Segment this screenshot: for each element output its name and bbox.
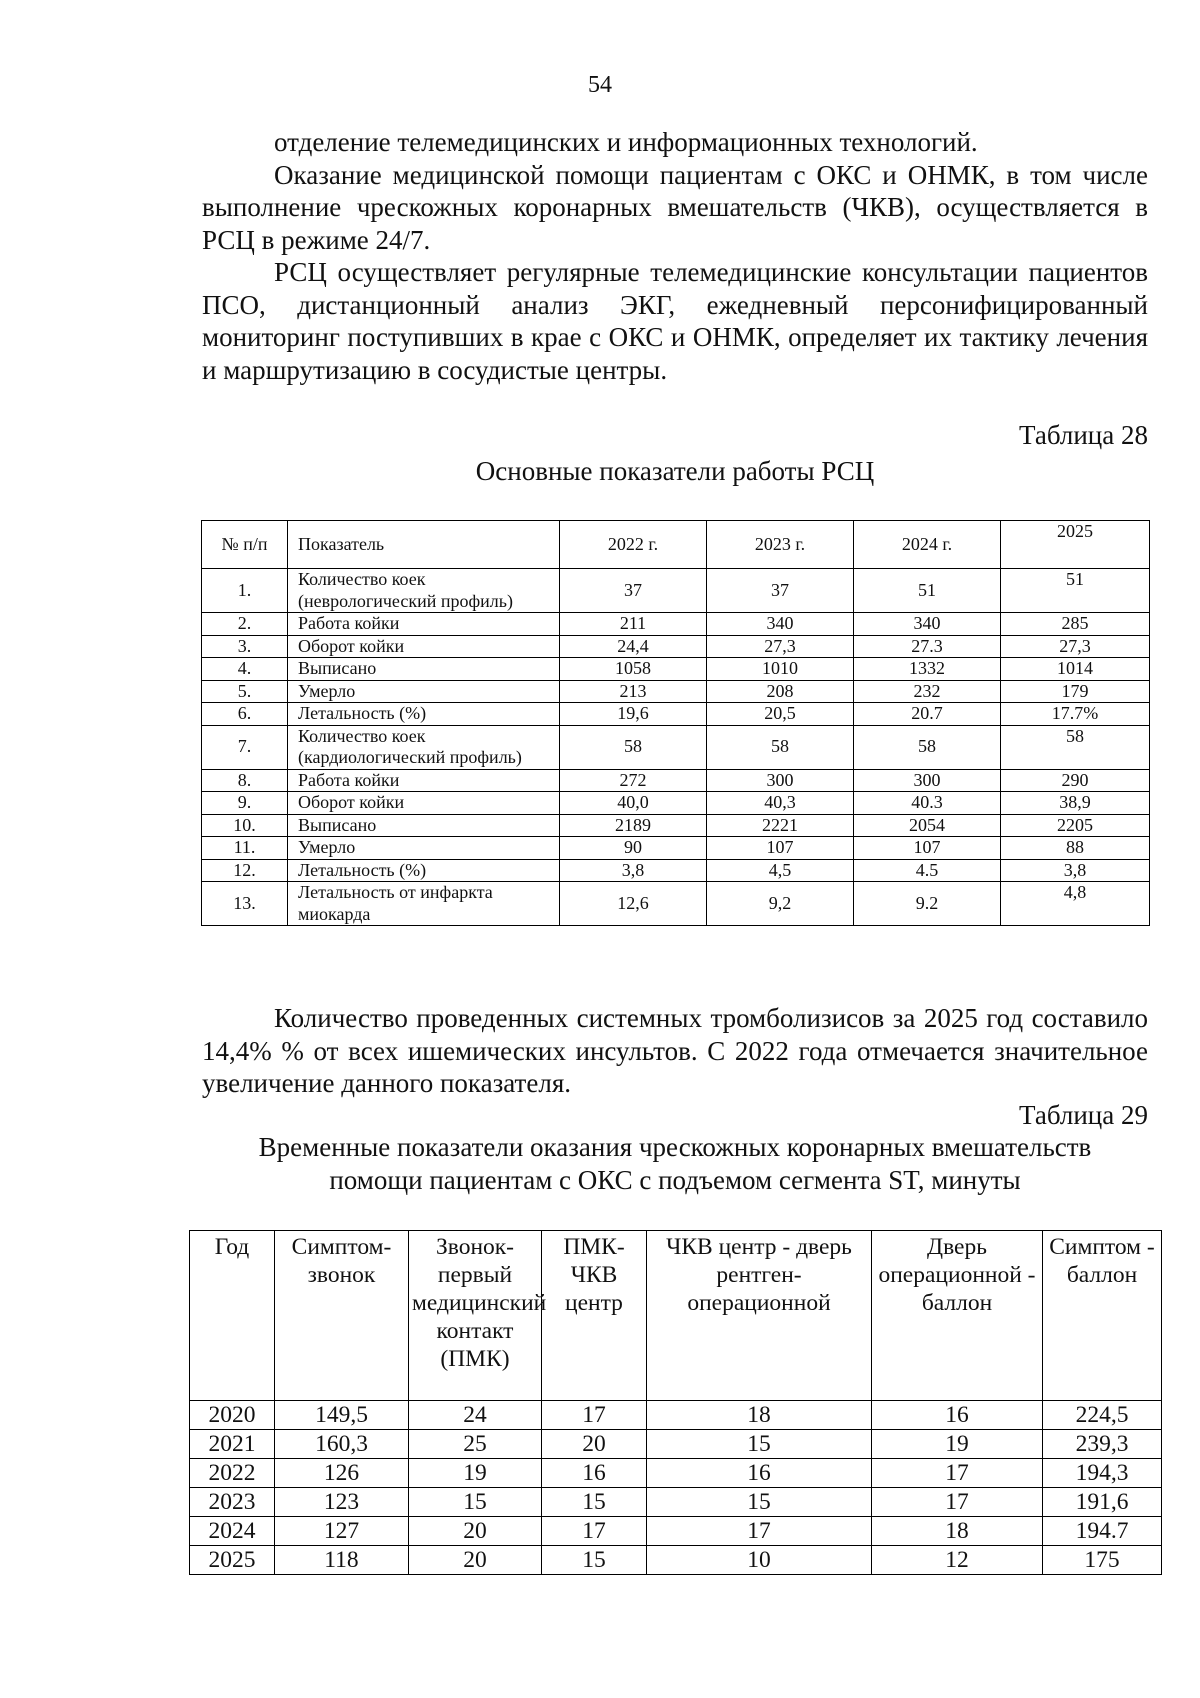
table-cell: 18 <box>647 1401 872 1430</box>
table-cell: 194.7 <box>1043 1517 1162 1546</box>
table-cell: 20 <box>409 1546 542 1575</box>
table-cell: 1332 <box>854 658 1001 681</box>
table-cell: 4,8 <box>1001 882 1150 926</box>
table-cell: 340 <box>707 613 854 636</box>
table-cell: 272 <box>560 769 707 792</box>
table-cell: 4.5 <box>854 859 1001 882</box>
table-cell: 15 <box>647 1488 872 1517</box>
table-cell: 16 <box>872 1401 1043 1430</box>
table-cell: 2022 <box>190 1459 275 1488</box>
table-cell: 5. <box>202 680 288 703</box>
table-row <box>190 1546 1162 1575</box>
table-cell: 1010 <box>707 658 854 681</box>
table-cell: 9,2 <box>707 882 854 926</box>
table-row <box>190 1517 1162 1546</box>
table-cell: 17 <box>872 1488 1043 1517</box>
table-29-title-line-2: помощи пациентам с ОКС с подъемом сегмента ST, минуты <box>329 1165 1021 1195</box>
table-cell: 1014 <box>1001 658 1150 681</box>
table-cell: 2025 <box>190 1546 275 1575</box>
table-cell: 2020 <box>190 1401 275 1430</box>
table-cell: 2. <box>202 613 288 636</box>
table-row <box>202 703 1150 726</box>
table-cell: 38,9 <box>1001 792 1150 815</box>
table-cell: 3,8 <box>1001 859 1150 882</box>
table-header-cell: ЧКВ центр - дверь рентген-операционной <box>647 1231 872 1401</box>
table-cell: 194,3 <box>1043 1459 1162 1488</box>
middle-text <box>202 1002 1148 1100</box>
table-cell: 90 <box>560 837 707 860</box>
table-cell: 211 <box>560 613 707 636</box>
table-row <box>202 725 1150 769</box>
table-cell: 224,5 <box>1043 1401 1162 1430</box>
table-header-cell: Симптом - баллон <box>1043 1231 1162 1401</box>
table-row <box>190 1430 1162 1459</box>
table-cell: Летальность от инфаркта миокарда <box>288 882 560 926</box>
table-cell: 17 <box>872 1459 1043 1488</box>
table-cell: 127 <box>275 1517 409 1546</box>
table-cell: Умерло <box>288 680 560 703</box>
table-cell: 191,6 <box>1043 1488 1162 1517</box>
table-28 <box>201 520 1150 926</box>
table-cell: 12. <box>202 859 288 882</box>
table-cell: 15 <box>542 1546 647 1575</box>
paragraph: отделение телемедицинских и информационных технологий. <box>274 127 978 157</box>
table-cell: 40.3 <box>854 792 1001 815</box>
table-row <box>202 792 1150 815</box>
table-row <box>190 1401 1162 1430</box>
table-cell: 16 <box>542 1459 647 1488</box>
table-cell: 4. <box>202 658 288 681</box>
table-cell: 232 <box>854 680 1001 703</box>
table-cell: 27.3 <box>854 635 1001 658</box>
table-cell: 107 <box>854 837 1001 860</box>
table-cell: 3,8 <box>560 859 707 882</box>
table-cell: 58 <box>707 725 854 769</box>
table-cell: 27,3 <box>1001 635 1150 658</box>
table-cell: 213 <box>560 680 707 703</box>
table-cell: 2221 <box>707 814 854 837</box>
table-cell: Умерло <box>288 837 560 860</box>
table-cell: 2024 <box>190 1517 275 1546</box>
table-row <box>190 1488 1162 1517</box>
table-row <box>202 680 1150 703</box>
table-cell: 9.2 <box>854 882 1001 926</box>
table-cell: 175 <box>1043 1546 1162 1575</box>
table-cell: 239,3 <box>1043 1430 1162 1459</box>
table-29-label: Таблица 29 <box>1019 1100 1148 1130</box>
table-cell: 17 <box>542 1401 647 1430</box>
table-cell: 12,6 <box>560 882 707 926</box>
table-cell: 51 <box>1001 569 1150 613</box>
table-cell: 15 <box>542 1488 647 1517</box>
table-cell: 2023 <box>190 1488 275 1517</box>
table-cell: 19,6 <box>560 703 707 726</box>
table-header-cell: 2022 г. <box>560 521 707 569</box>
table-cell: 285 <box>1001 613 1150 636</box>
table-cell: 179 <box>1001 680 1150 703</box>
table-cell: 126 <box>275 1459 409 1488</box>
table-row <box>202 814 1150 837</box>
table-row <box>202 769 1150 792</box>
table-cell: 58 <box>854 725 1001 769</box>
table-cell: 40,3 <box>707 792 854 815</box>
table-cell: 160,3 <box>275 1430 409 1459</box>
table-cell: Количество коек (неврологический профиль) <box>288 569 560 613</box>
table-cell: 17.7% <box>1001 703 1150 726</box>
table-cell: 107 <box>707 837 854 860</box>
table-header-cell: Показатель <box>288 521 560 569</box>
table-cell: 208 <box>707 680 854 703</box>
table-cell: 20.7 <box>854 703 1001 726</box>
table-header-cell: Симптом-звонок <box>275 1231 409 1401</box>
table-cell: 2054 <box>854 814 1001 837</box>
table-cell: Оборот койки <box>288 792 560 815</box>
table-cell: 15 <box>647 1430 872 1459</box>
table-28-label: Таблица 28 <box>1019 420 1148 450</box>
page-number: 54 <box>588 72 612 98</box>
table-cell: Летальность (%) <box>288 859 560 882</box>
table-cell: 300 <box>854 769 1001 792</box>
table-28-body <box>202 569 1150 926</box>
table-cell: 9. <box>202 792 288 815</box>
table-row <box>202 658 1150 681</box>
table-cell: 15 <box>409 1488 542 1517</box>
table-cell: 37 <box>707 569 854 613</box>
table-cell: 27,3 <box>707 635 854 658</box>
table-row <box>190 1459 1162 1488</box>
table-cell: 2021 <box>190 1430 275 1459</box>
table-cell: Работа койки <box>288 769 560 792</box>
table-cell: 340 <box>854 613 1001 636</box>
table-cell: 3. <box>202 635 288 658</box>
table-cell: 11. <box>202 837 288 860</box>
table-header-cell: № п/п <box>202 521 288 569</box>
table-cell: 37 <box>560 569 707 613</box>
table-cell: 300 <box>707 769 854 792</box>
table-cell: 24,4 <box>560 635 707 658</box>
table-cell: 290 <box>1001 769 1150 792</box>
table-cell: 8. <box>202 769 288 792</box>
table-cell: 20 <box>409 1517 542 1546</box>
table-cell: 40,0 <box>560 792 707 815</box>
table-cell: 10. <box>202 814 288 837</box>
table-cell: 2205 <box>1001 814 1150 837</box>
table-cell: 16 <box>647 1459 872 1488</box>
table-cell: 10 <box>647 1546 872 1575</box>
table-row <box>202 613 1150 636</box>
table-cell: 20,5 <box>707 703 854 726</box>
table-29-body <box>190 1401 1162 1575</box>
table-cell: 20 <box>542 1430 647 1459</box>
table-header-cell: 2024 г. <box>854 521 1001 569</box>
table-cell: Выписано <box>288 814 560 837</box>
table-cell: 118 <box>275 1546 409 1575</box>
table-row <box>202 859 1150 882</box>
table-cell: 19 <box>872 1430 1043 1459</box>
table-header-cell: Дверь операционной - баллон <box>872 1231 1043 1401</box>
table-29 <box>189 1230 1162 1575</box>
table-cell: Выписано <box>288 658 560 681</box>
table-row <box>202 882 1150 926</box>
table-cell: Летальность (%) <box>288 703 560 726</box>
table-row <box>202 569 1150 613</box>
table-cell: 123 <box>275 1488 409 1517</box>
table-29-title-line-1: Временные показатели оказания чрескожных коронарных вмешательств <box>258 1132 1092 1162</box>
paragraph: РСЦ осуществляет регулярные телемедицинские консультации пациентов ПСО, дистанционный анализ ЭКГ, ежедневный персонифицированный мониторинг поступивших в крае с ОКС и ОНМК, определяет их тактику лечения и маршрутизацию в сосудистые центры. <box>202 257 1148 385</box>
table-cell: 7. <box>202 725 288 769</box>
table-header-cell: Звонок-первый медицинский контакт (ПМК) <box>409 1231 542 1401</box>
table-header-cell: Год <box>190 1231 275 1401</box>
table-cell: 19 <box>409 1459 542 1488</box>
table-cell: Оборот койки <box>288 635 560 658</box>
table-cell: 12 <box>872 1546 1043 1575</box>
intro-text <box>202 126 1148 386</box>
table-header-cell: 2023 г. <box>707 521 854 569</box>
table-cell: 51 <box>854 569 1001 613</box>
table-cell: Работа койки <box>288 613 560 636</box>
table-cell: 25 <box>409 1430 542 1459</box>
table-cell: 1. <box>202 569 288 613</box>
table-28-title: Основные показатели работы РСЦ <box>475 456 875 486</box>
table-row <box>202 635 1150 658</box>
table-cell: 18 <box>872 1517 1043 1546</box>
table-cell: 58 <box>1001 725 1150 769</box>
table-cell: 24 <box>409 1401 542 1430</box>
table-cell: 58 <box>560 725 707 769</box>
table-cell: 17 <box>647 1517 872 1546</box>
table-cell: 4,5 <box>707 859 854 882</box>
paragraph: Оказание медицинской помощи пациентам с ОКС и ОНМК, в том числе выполнение чрескожных коронарных вмешательств (ЧКВ), осуществляется в РСЦ в режиме 24/7. <box>202 159 1148 255</box>
table-cell: 2189 <box>560 814 707 837</box>
table-header-cell: 2025 <box>1001 521 1150 569</box>
table-header-cell: ПМК-ЧКВ центр <box>542 1231 647 1401</box>
table-cell: 13. <box>202 882 288 926</box>
table-cell: 149,5 <box>275 1401 409 1430</box>
table-cell: 88 <box>1001 837 1150 860</box>
table-cell: 17 <box>542 1517 647 1546</box>
paragraph: Количество проведенных системных тромболизисов за 2025 год составило 14,4% % от всех ишемических инсультов. С 2022 года отмечается значительное увеличение данного показателя. <box>202 1003 1148 1098</box>
table-cell: 1058 <box>560 658 707 681</box>
table-cell: Количество коек (кардиологический профиль) <box>288 725 560 769</box>
table-cell: 6. <box>202 703 288 726</box>
table-row <box>202 837 1150 860</box>
